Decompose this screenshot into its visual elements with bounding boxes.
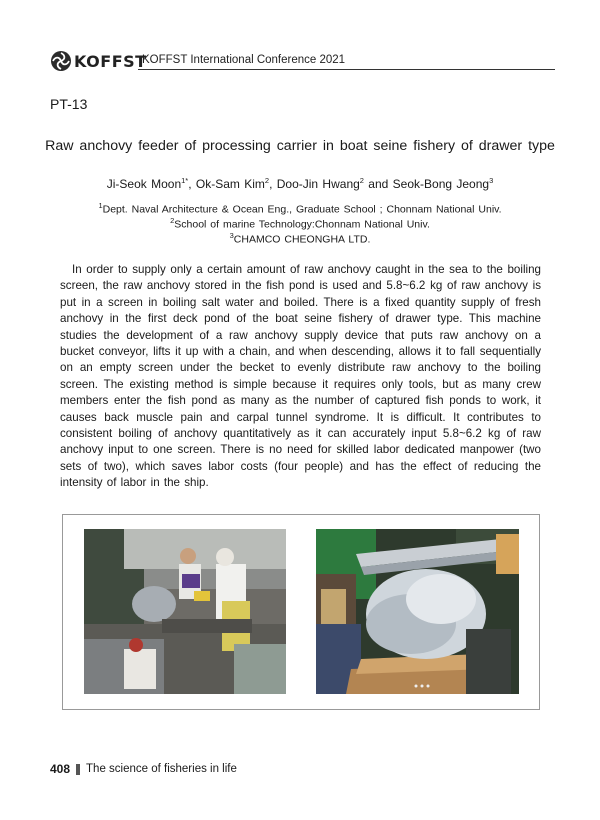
affiliation-text: School of marine Technology:Chonnam National Univ. xyxy=(174,218,430,231)
anchovy-feeder-machine-photo xyxy=(316,529,519,694)
author-sup: 2 xyxy=(359,176,364,185)
logo-text: KOFFST xyxy=(74,51,147,71)
author-sup: 2 xyxy=(264,176,270,185)
author-separator: and xyxy=(363,177,393,191)
affiliation-text: CHAMCO CHEONGHA LTD. xyxy=(233,233,371,246)
koffst-logo xyxy=(50,50,147,72)
figure-frame xyxy=(62,514,540,710)
page-header xyxy=(50,50,555,72)
author-separator: , xyxy=(188,177,196,191)
affiliation xyxy=(0,231,600,246)
paper-title: Raw anchovy feeder of processing carrier in boat seine fishery of drawer type xyxy=(45,138,555,154)
footer-bar xyxy=(76,764,80,775)
affiliation-sup: 2 xyxy=(170,216,175,225)
affiliation-sup: 3 xyxy=(229,231,234,240)
feeder-photo-image xyxy=(316,529,519,694)
author-name: Ok-Sam Kim xyxy=(195,177,265,191)
author-name: Ji-Seok Moon xyxy=(106,177,182,191)
author-list xyxy=(0,176,600,191)
affiliation xyxy=(0,201,600,216)
author-name: Doo-Jin Hwang xyxy=(276,177,360,191)
page-number: 408 xyxy=(50,762,71,776)
affiliation-text: Dept. Naval Architecture & Ocean Eng., Graduate School ; Chonnam National Univ. xyxy=(102,203,502,216)
journal-name: The science of fisheries in life xyxy=(86,763,237,775)
koffst-logo-icon xyxy=(50,50,72,72)
author-separator: , xyxy=(269,177,277,191)
abstract-body: In order to supply only a certain amount of raw anchovy caught in the sea to the boiling screen, the raw anchovy stored in the fish pond is used and 5.8~6.2 kg of raw anchovy is put in a screen in boiling salt water and boiled. There is a fixed quantity supply of fresh anchovy in the first deck pond of the boat seine fishery of drawer type. This machine studies the development of a raw anchovy supply device that puts raw anchovy on a bucket conveyor, lifts it up with a chain, and when descending, allows it to fall sequentially on an empty screen under the becket to evenly distribute raw anchovy to the boiling screen. The existing method is simple because it requires only tools, but as many crew members enter the fish pond as many as the number of captured fish ponds to work, it causes back muscle pain and carpal tunnel syndrome. It is difficult. It contributes to consistent boiling of anchovy quantitatively as it can accurately input 5.8~6.2 kg of raw anchovy input to one screen. There is no need for skilled labor dedicated manpower (two sets of two), which saves labor costs (four people) and has the effect of reducing the intensity of labor in the ship. xyxy=(60,263,541,490)
affiliation-sup: 1 xyxy=(98,201,103,210)
author-sup: 1* xyxy=(181,176,189,185)
header-rule xyxy=(138,69,555,70)
author-sup: 3 xyxy=(489,176,494,185)
conference-title: KOFFST International Conference 2021 xyxy=(142,54,346,66)
affiliation xyxy=(0,216,600,231)
crew-sorting-anchovy-photo xyxy=(84,529,286,694)
author-name: Seok-Bong Jeong xyxy=(392,177,490,191)
page-footer xyxy=(50,762,237,776)
paper-code: PT-13 xyxy=(50,96,88,112)
crew-photo-image xyxy=(84,529,286,694)
